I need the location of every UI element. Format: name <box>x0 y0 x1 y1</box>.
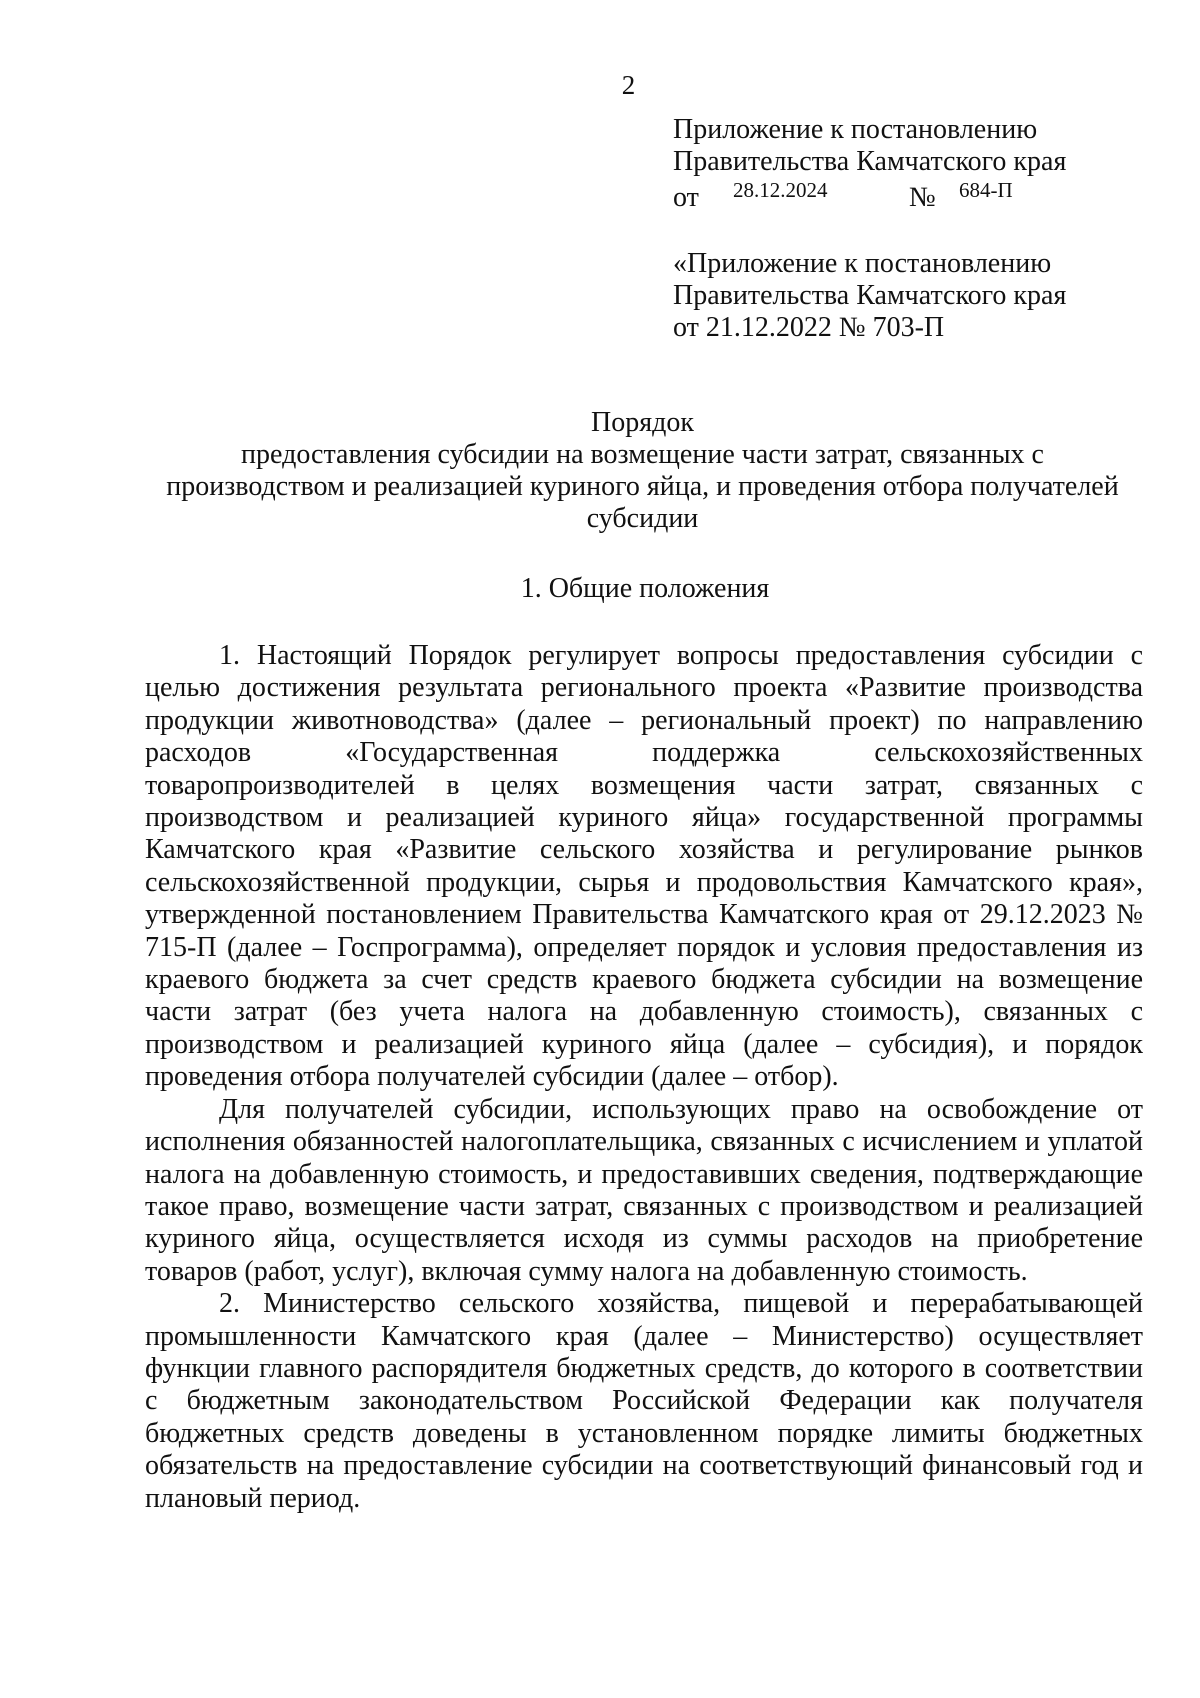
title-line-1: Порядок <box>591 407 694 438</box>
appendix-line-1: Приложение к постановлению <box>673 114 1038 145</box>
from-label: от <box>673 182 699 213</box>
page-number: 2 <box>621 70 636 100</box>
title-line-3: производством и реализацией куриного яйца, и проведения отбора получателей <box>166 471 1119 502</box>
document-title <box>100 407 1185 535</box>
section-heading: 1. Общие положения <box>520 573 770 604</box>
paragraph: 1. Настоящий Порядок регулирует вопросы предоставления субсидии с целью достижения результата регионального проекта «Развитие производства продукции животноводства» (далее – региональный проект) по направлению расходов «Государственная поддержка сельскохозяйственных товаропроизводителей в целях возмещения части затрат, связанных с производством и реализацией куриного яйца» государственной программы Камчатского края «Развитие сельского хозяйства и регулирование рынков сельскохозяйственной продукции, сырья и продовольствия Камчатского края», утвержденной постановлением Правительства Камчатского края от 29.12.2023 № 715-П (далее – Госпрограмма), определяет порядок и условия предоставления из краевого бюджета за счет средств краевого бюджета субсидии на возмещение части затрат (без учета налога на добавленную стоимость), связанных с производством и реализацией куриного яйца (далее – субсидия), и порядок проведения отбора получателей субсидии (далее – отбор). <box>145 640 1143 1093</box>
original-appendix-line-3: от 21.12.2022 № 703-П <box>673 312 945 343</box>
resolution-date: 28.12.2024 <box>733 178 828 202</box>
appendix-date-line <box>673 178 1066 212</box>
document-body <box>145 640 1143 1515</box>
number-sign: № <box>909 182 936 213</box>
resolution-number: 684-П <box>959 178 1013 202</box>
original-appendix-header <box>673 248 1066 344</box>
original-appendix-line-2: Правительства Камчатского края <box>673 280 1067 311</box>
title-line-4: субсидии <box>586 503 699 534</box>
title-line-2: предоставления субсидии на возмещение части затрат, связанных с <box>241 439 1044 470</box>
paragraph: Для получателей субсидии, использующих право на освобождение от исполнения обязанностей налогоплательщика, связанных с исчислением и уплатой налога на добавленную стоимость, и предоставивших сведения, подтверждающие такое право, возмещение части затрат, связанных с производством и реализацией куриного яйца, осуществляется исходя из суммы расходов на приобретение товаров (работ, услуг), включая сумму налога на добавленную стоимость. <box>145 1093 1143 1287</box>
original-appendix-line-1: «Приложение к постановлению <box>673 248 1052 279</box>
appendix-header <box>673 114 1066 212</box>
appendix-line-2: Правительства Камчатского края <box>673 146 1067 177</box>
paragraph: 2. Министерство сельского хозяйства, пищевой и перерабатывающей промышленности Камчатского края (далее – Министерство) осуществляет функции главного распорядителя бюджетных средств, до которого в соответствии с бюджетным законодательством Российской Федерации как получателя бюджетных средств доведены в установленном порядке лимиты бюджетных обязательств на предоставление субсидии на соответствующий финансовый год и плановый период. <box>145 1288 1143 1514</box>
